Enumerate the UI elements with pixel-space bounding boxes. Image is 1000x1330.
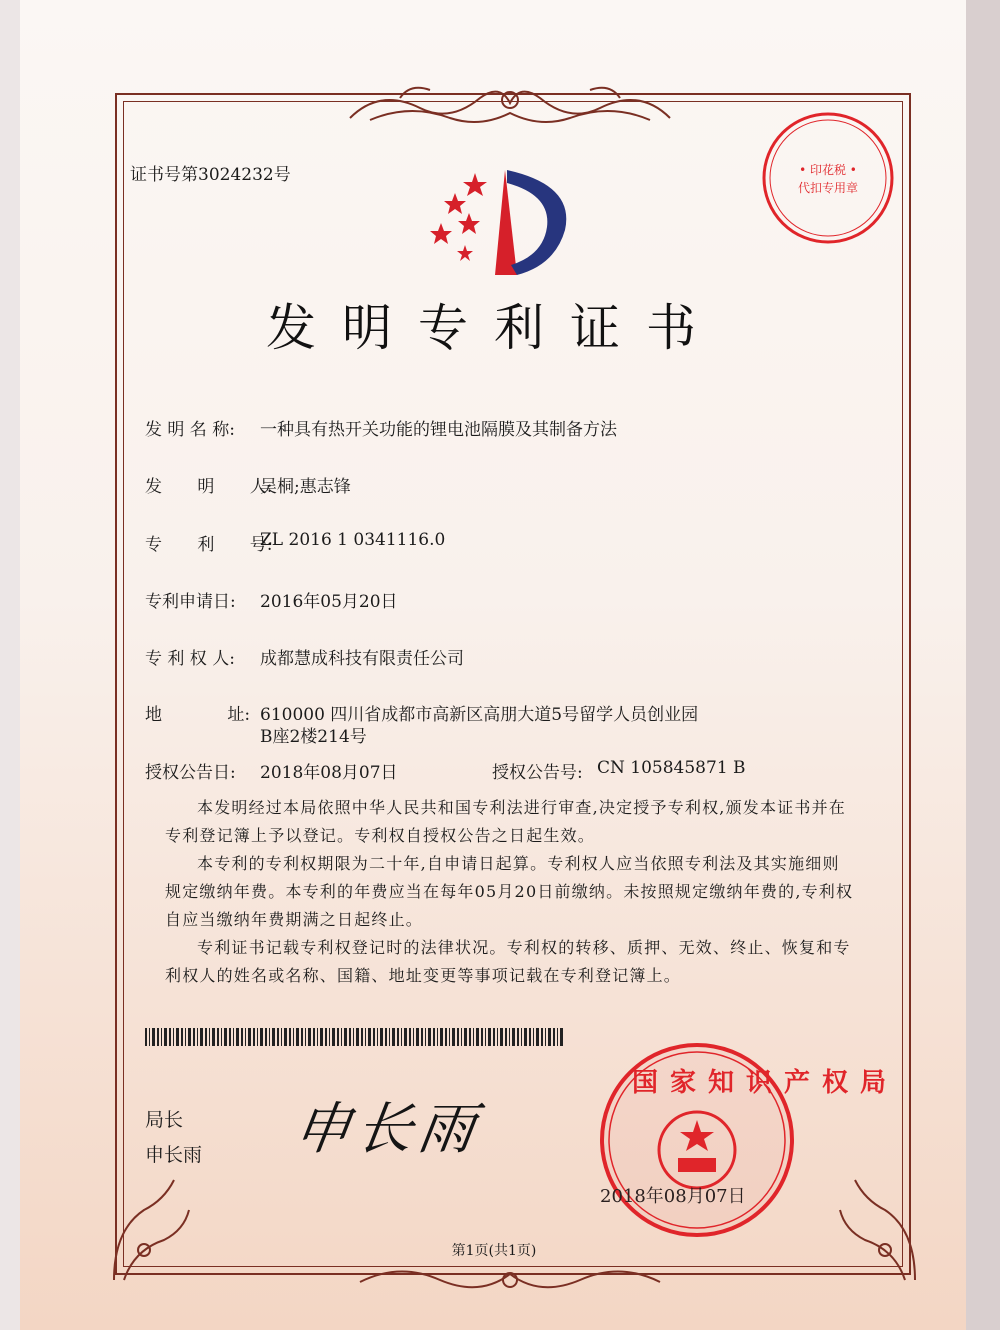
director-signature: 申长雨 [289,1097,485,1162]
address-line-1: 610000 四川省成都市高新区高朋大道5号留学人员创业园 [260,705,699,725]
patentee: 成都慧成科技有限责任公司 [260,649,464,669]
tax-seal-icon [758,108,898,248]
page-edge [966,0,1000,1330]
patent-office-logo [425,165,585,290]
inventor-label: 发 明 人: [145,477,273,497]
page-info: 第1页(共1页) [451,1243,537,1259]
director-name: 申长雨 [145,1144,203,1166]
bottom-ornament [350,1262,670,1302]
body-paragraph-2: 本专利的专利权期限为二十年,自申请日起算。专利权人应当依照专利法及其实施细则规定缴纳年费。本专利的年费应当在每年05月20日前缴纳。未按照规定缴纳年费的,专利权自应当缴纳年费期满之日起终止。 [165,854,854,929]
announce-date-label: 授权公告日: [145,763,236,783]
body-paragraph-3: 专利证书记载专利权登记时的法律状况。专利权的转移、质押、无效、终止、恢复和专利权人的姓名或名称、国籍、地址变更等事项记载在专利登记簿上。 [165,938,851,985]
filing-date: 2016年05月20日 [260,592,398,612]
svg-text:• 印花税 •: • 印花税 • [799,163,857,177]
inventor: 吴桐;惠志锋 [260,477,351,497]
certificate-page [20,0,968,1330]
patent-number: ZL 2016 1 0341116.0 [260,530,446,550]
announce-number-label: 授权公告号: [492,763,583,783]
body-paragraph-1: 本发明经过本局依照中华人民共和国专利法进行审查,决定授予专利权,颁发本证书并在专利登记簿上予以登记。专利权自授权公告之日起生效。 [165,798,846,845]
top-ornament [340,78,680,138]
corner-ornament-bottom-left [104,1170,194,1290]
address-label: 地 址: [145,705,251,725]
seal-date: 2018年08月07日 [600,1186,746,1207]
patent-number-label: 专 利 号: [145,535,273,555]
star-icon [430,173,487,261]
svg-text:代扣专用章: 代扣专用章 [797,181,859,195]
filing-date-label: 专利申请日: [145,592,236,612]
invention-name: 一种具有热开关功能的锂电池隔膜及其制备方法 [260,420,617,440]
certificate-title: 发明专利证书 [266,299,722,357]
announce-date: 2018年08月07日 [260,763,398,783]
announce-number: CN 105845871 B [597,758,746,778]
patentee-label: 专 利 权 人: [145,649,235,669]
invention-name-label: 发 明 名 称: [145,420,235,440]
director-title: 局长 [145,1109,184,1131]
corner-ornament-bottom-right [835,1170,925,1290]
national-ip-seal-text: 国家知识产权局 [632,1068,899,1098]
barcode [145,1028,565,1046]
certificate-number: 证书号第3024232号 [130,165,291,185]
address-line-2: B座2楼214号 [260,727,367,747]
